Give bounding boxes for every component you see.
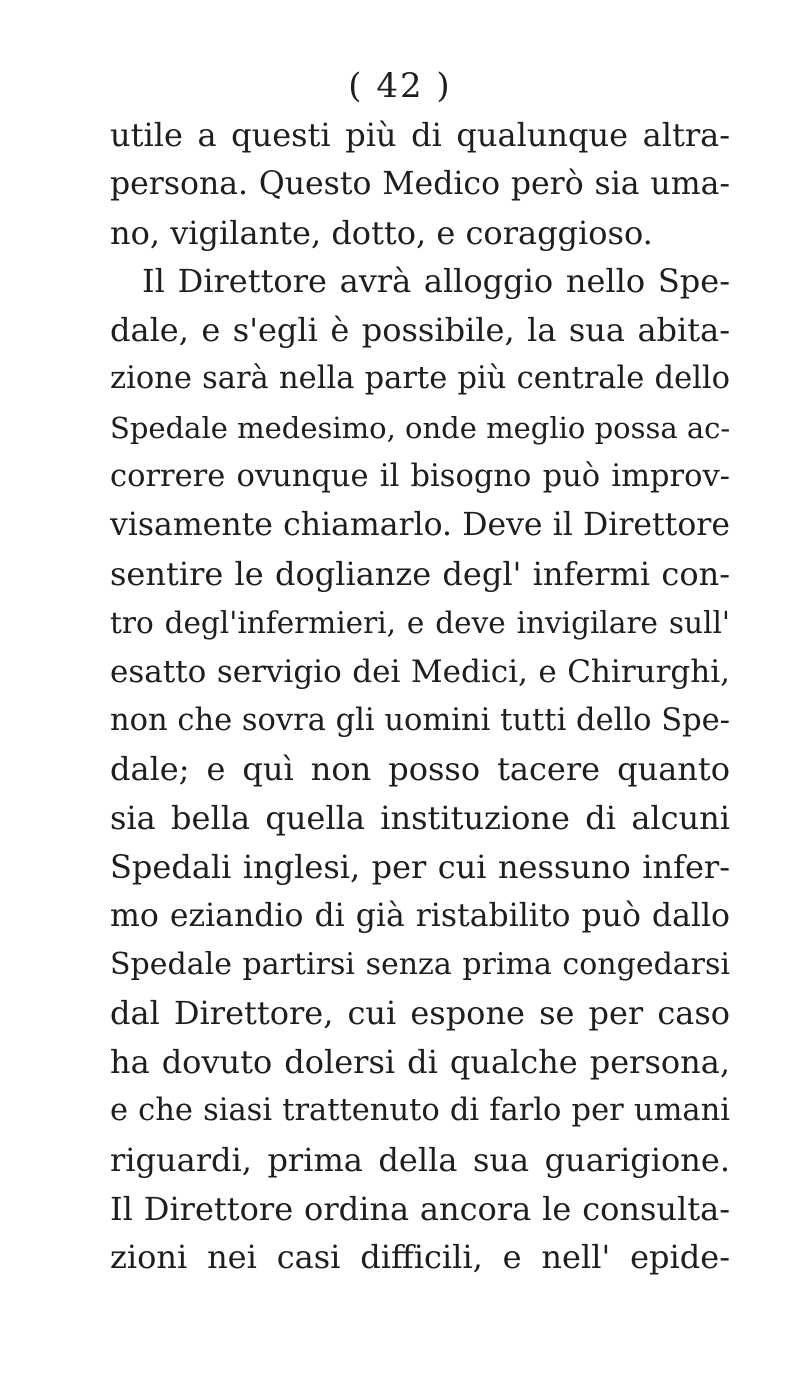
text-line: riguardi, prima della sua guarigione. [110, 1140, 730, 1179]
text-line: sentire le doglianze degl' infermi con- [110, 555, 730, 594]
text-line: tro degl'infermieri, e deve invigilare sull' [110, 605, 730, 640]
text-line: esatto servigio dei Medici, e Chirurghi, [110, 653, 730, 690]
text-line: zioni nei casi difficili, e nell' epide- [110, 1238, 730, 1277]
text-line: Spedale partirsi senza prima congedarsi [110, 946, 730, 982]
text-line: Spedale medesimo, onde meglio possa ac- [110, 410, 731, 445]
text-line: persona. Questo Medico però sia uma- [110, 165, 730, 202]
text-line: ha dovuto dolersi di qualche persona, [110, 1043, 730, 1082]
text-line: mo eziandio di già ristabilito può dallo [110, 897, 730, 934]
text-line: correre ovunque il bisogno può improv- [110, 458, 730, 494]
text-line: no, vigilante, dotto, e coraggioso. [110, 213, 653, 252]
text-line: Spedali inglesi, per cui nessuno infer- [110, 847, 730, 886]
page-number: ( 42 ) [348, 66, 452, 106]
text-line: visamente chiamarlo. Deve il Direttore [110, 507, 730, 544]
text-line: dal Direttore, cui espone se per caso [110, 994, 730, 1033]
text-line: dale; e quì non posso tacere quanto [110, 750, 730, 789]
text-line: utile a questi più di qualunque altra- [110, 116, 730, 154]
body-text [110, 111, 730, 1282]
text-line: e che siasi trattenuto di farlo per umani [110, 1092, 730, 1128]
text-line: Il Direttore avrà alloggio nello Spe- [142, 262, 730, 301]
text-line: dale, e s'egli è possibile, la sua abita- [110, 311, 730, 350]
text-line: sia bella quella instituzione di alcuni [110, 799, 730, 838]
text-line: non che sovra gli uomini tutti dello Spe- [110, 702, 730, 738]
text-line: Il Direttore ordina ancora le consulta- [110, 1189, 730, 1228]
text-line: zione sarà nella parte più centrale dello [110, 360, 730, 396]
